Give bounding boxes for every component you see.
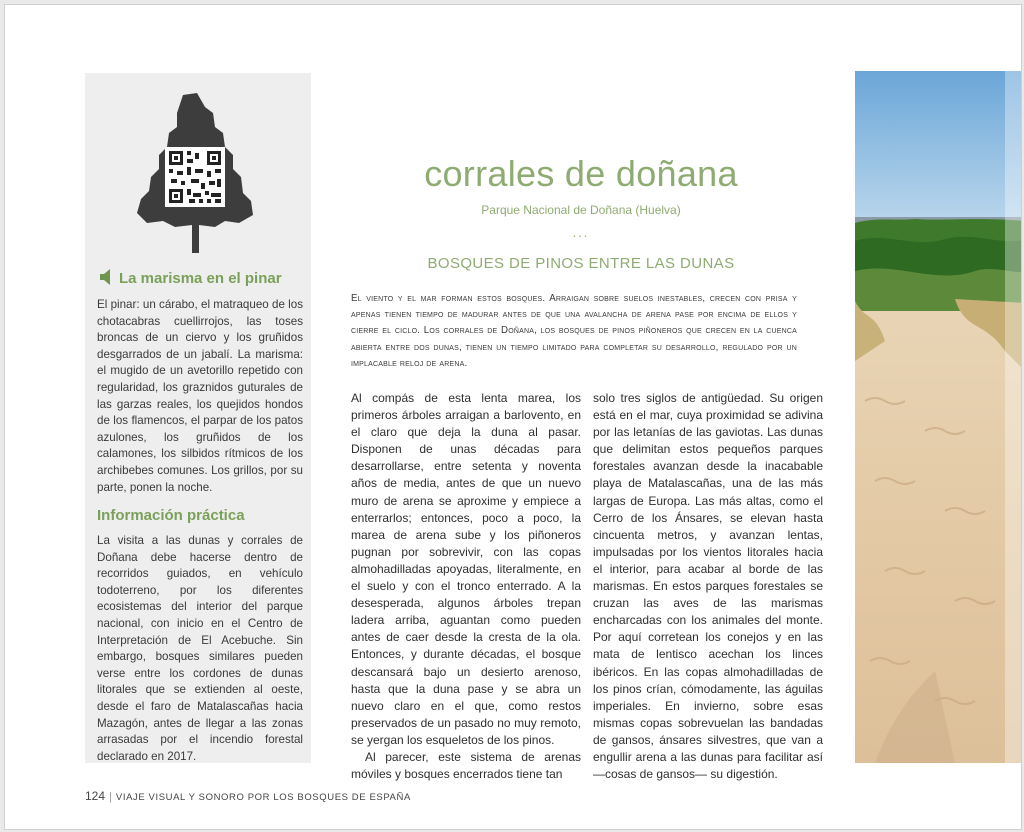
article-subtitle: Parque Nacional de Doñana (Huelva) bbox=[481, 203, 681, 217]
sidebar-heading-info: Información práctica bbox=[97, 507, 245, 524]
article-intro: El viento y el mar forman estos bosques. Arraigan sobre suelos inestables, crecen con prisa y apenas tienen tiempo de madurar antes de que una avalancha de arena pase por encima de ellos y cierre el ciclo. Los corrales de Doñana, los bosques de pinos piñoneros que crecen en la cuenca abierta entre dos dunas, tienen un tiempo limitado para completar su desarrollo, regulado por un implacable reloj de arena. bbox=[351, 293, 797, 369]
sidebar-heading-marisma bbox=[99, 269, 282, 287]
title-dots: ... bbox=[572, 225, 590, 240]
column-1-paragraph-1: Al compás de esta lenta marea, los primeros árboles arraigan a barlovento, en el claro que deja la duna al pasar. Disponen de unas décadas para desarrollarse, entre setenta y noventa años de media, antes de que un nuevo muro de arena se aproxime y empiece a enterrarlos; entonces, poco a poco, la marea de arena sube y los piñoneros pugnan por sobrevivir, con las copas almohadilladas apoyadas, literalmente, en el suelo y con el tronco enterrado. A la desesperada, algunos árboles trepan ladera arriba, aguantan como pueden antes de caer desde la cresta de la ola. Entonces, y durante décadas, el bosque descansará bajo un desierto arenoso, hasta que la duna pase y se abra un nuevo claro en el que, como restos preservados de un pasado no muy remoto, se yergan los esqueletos de los pinos. bbox=[351, 391, 581, 747]
footer-separator: | bbox=[109, 791, 112, 803]
page-number: 124 bbox=[85, 789, 106, 803]
article-column-1 bbox=[351, 390, 581, 783]
sidebar-paragraph-marisma: El pinar: un cárabo, el matraqueo de los chotacabras cuellirrojos, las toses broncas de un ciervo y los gruñidos desgarrados de un jabalí. La marisma: el mugido de un avetorillo repetido con regularidad, los graznidos guturales de las garzas reales, los quejidos hondos de los flamencos, el parpar de los patos azulones, los gruñidos de los calamones, los silbidos rítmicos de los archibebes comunes. Los grillos, por su parte, ponen la noche. bbox=[97, 298, 303, 494]
section-heading: BOSQUES DE PINOS ENTRE LAS DUNAS bbox=[427, 255, 735, 272]
article-title: corrales de doñana bbox=[424, 153, 738, 194]
sidebar-heading-1-text: La marisma en el pinar bbox=[119, 270, 282, 287]
speaker-icon[interactable] bbox=[99, 269, 113, 285]
column-2-paragraph-1: solo tres siglos de antigüedad. Su origen está en el mar, cuya proximidad se adivina por las letanías de las gaviotas. Las dunas que delimitan estos pequeños parques forestales avanzan desde la inacabable playa de Matalascañas, una de las más largas de Europa. Las más altas, como el Cerro de los Ánsares, se elevan hasta cincuenta metros, y avanzan lentas, impulsadas por los vientos litorales hacia el interior, para acabar al borde de las marismas. En estos parques forestales se cruzan las aves de las marismas encharcadas con los animales del monte. Por aquí corretean los conejos y en las mata de lentisco acechan los linces ibéricos. En las copas almohadilladas de los pinos crían, cómodamente, las águilas imperiales. En invierno, sobre esas mismas copas sobrevuelan las bandadas de gansos, ánsares silvestres, que van a engullir arena a las dunas para facilitar así —cosas de gansos— su digestión. bbox=[593, 391, 823, 782]
book-title: VIAJE VISUAL Y SONORO POR LOS BOSQUES DE ESPAÑA bbox=[115, 792, 411, 803]
sidebar-paragraph-info: La visita a las dunas y corrales de Doñana debe hacerse dentro de recorridos guiados, en vehículo todoterreno, por los diferentes ecosistemas del interior del parque nacional, con inicio en el Centro de Interpretación de El Acebuche. Sin embargo, bosques similares pueden verse entre los cordones de dunas litorales que se extienden al oeste, desde el faro de Matalascañas hacia Mazagón, antes de llegar a las zonas arrasadas por el incendio forestal declarado en 2017. bbox=[97, 534, 303, 763]
column-1-paragraph-2: Al parecer, este sistema de arenas móviles y bosques encerrados tiene tan bbox=[351, 749, 581, 782]
tree-qr-icon[interactable] bbox=[135, 93, 255, 255]
article-column-2 bbox=[593, 390, 823, 783]
book-page bbox=[4, 4, 1022, 830]
sidebar bbox=[85, 73, 311, 763]
page-footer bbox=[85, 789, 411, 803]
dunes-photo bbox=[855, 71, 1022, 763]
